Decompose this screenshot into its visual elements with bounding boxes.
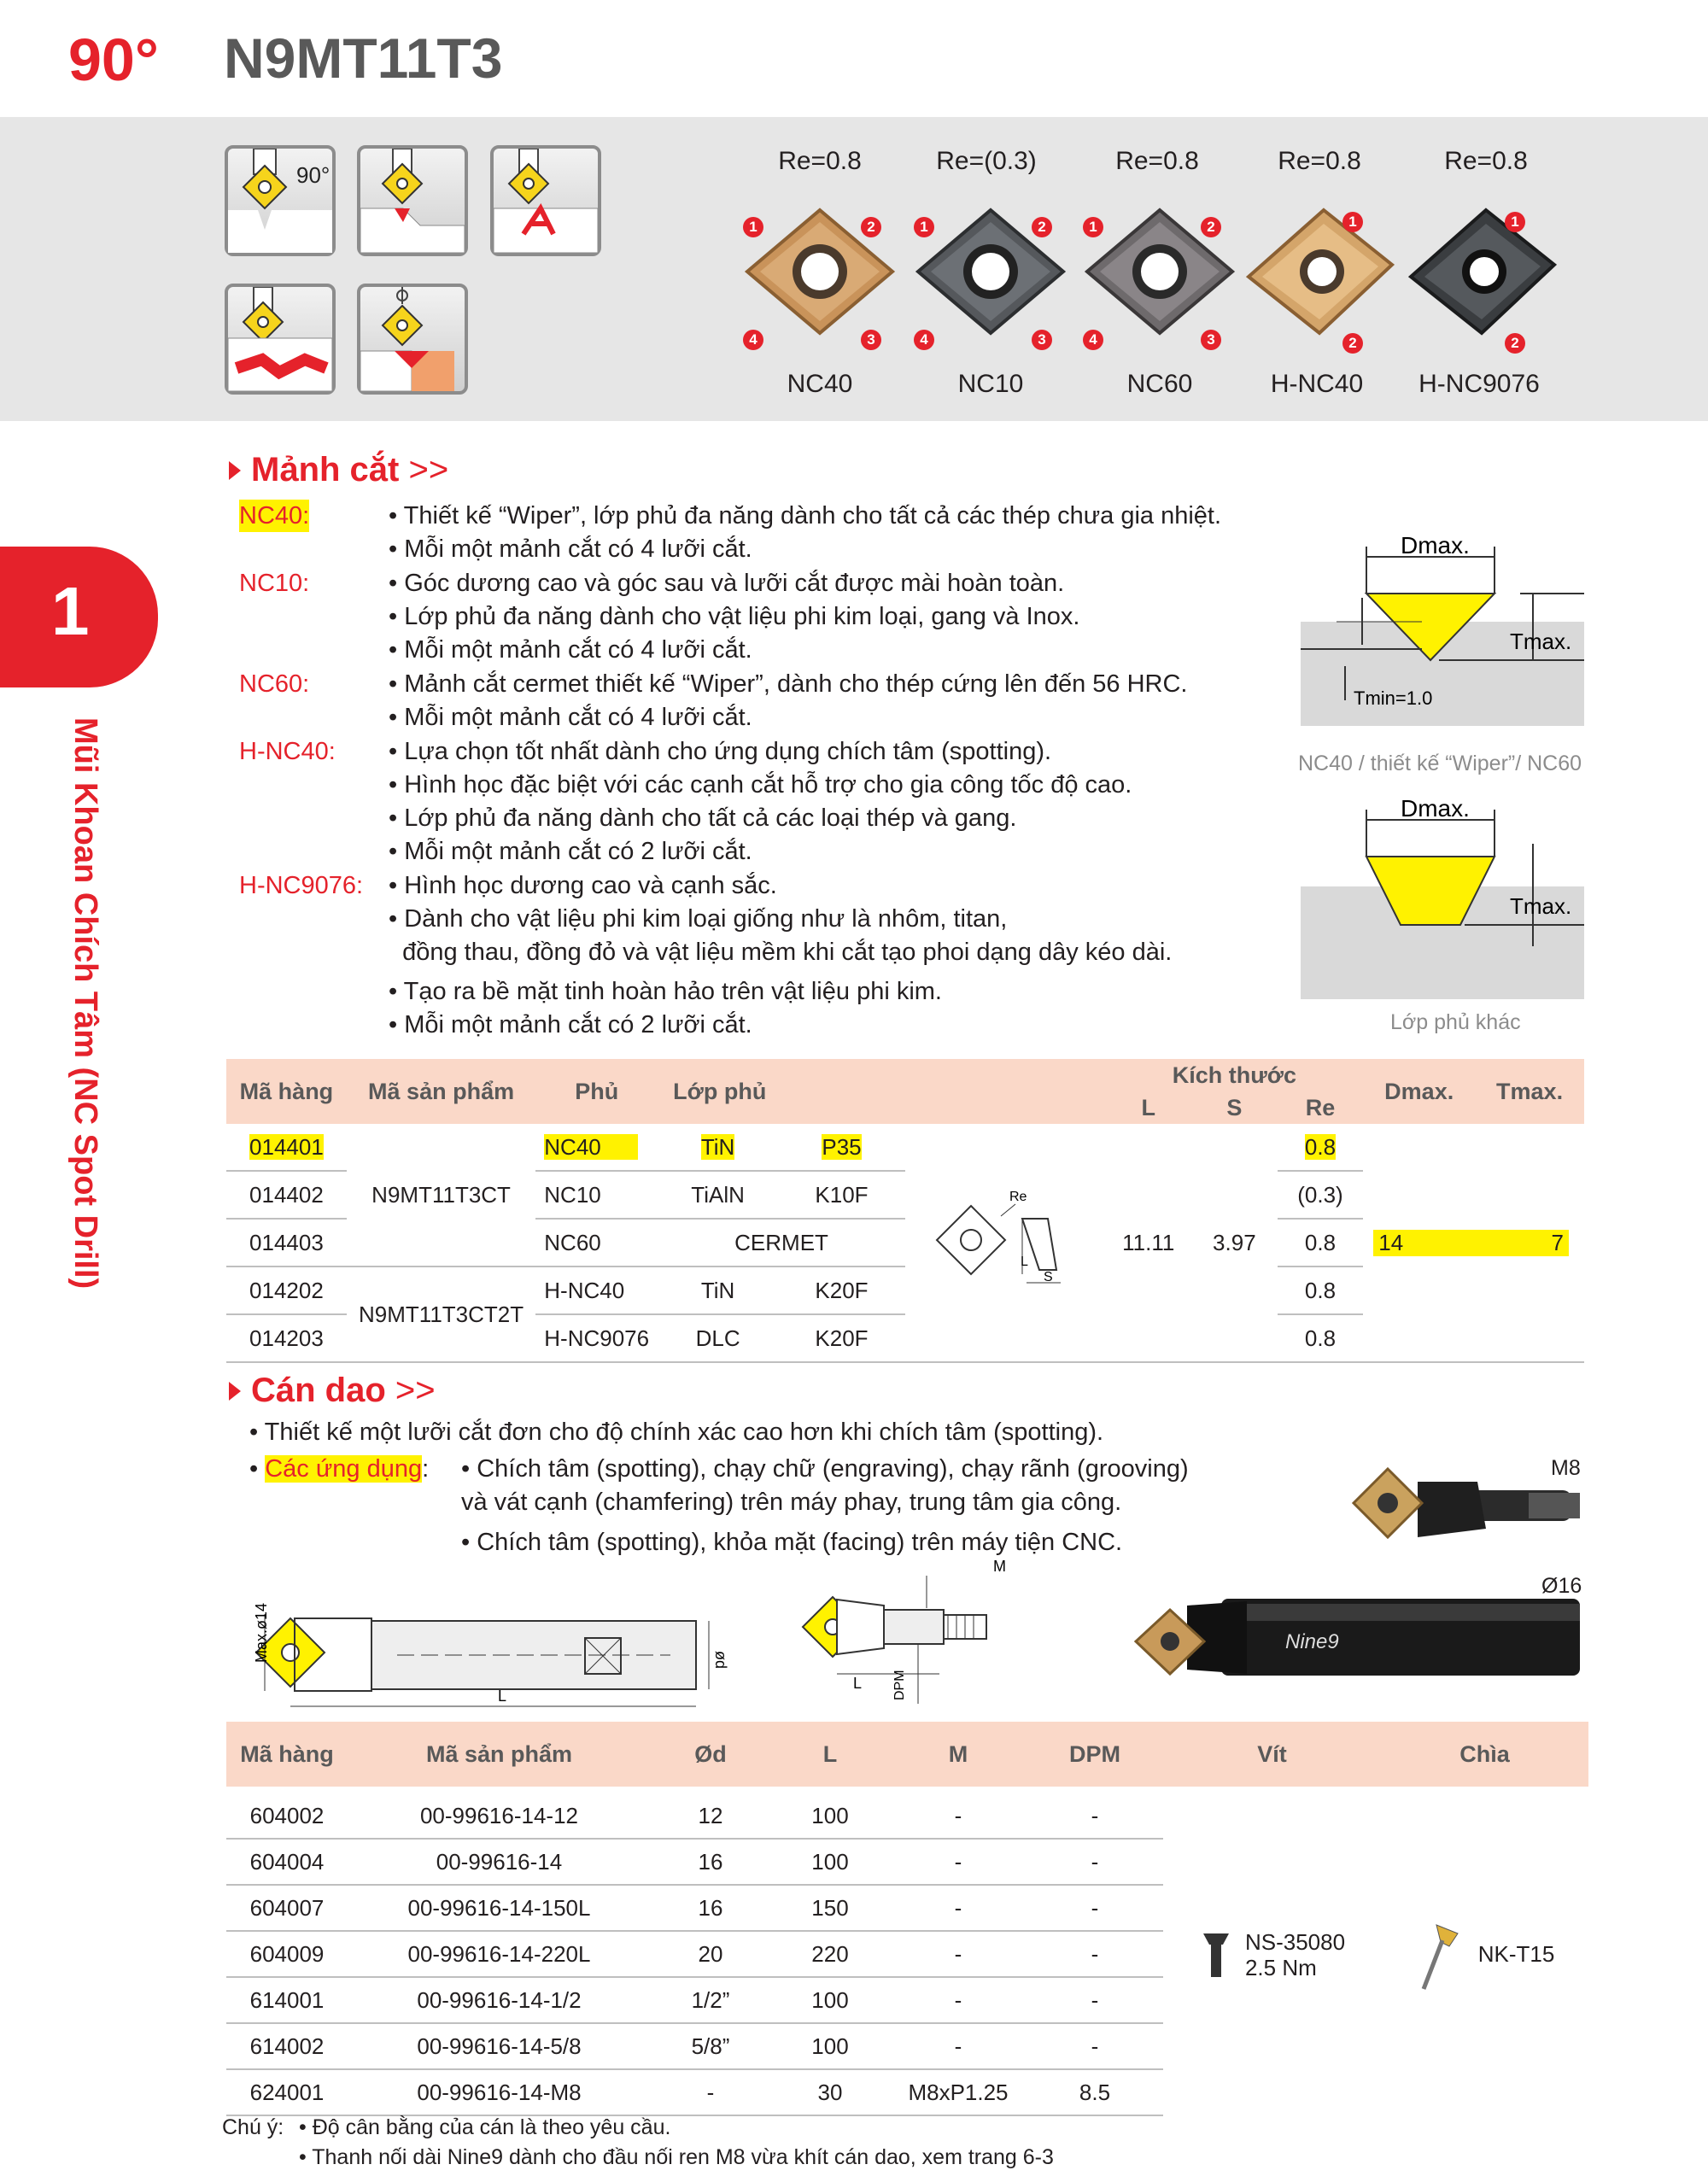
coating: DLC — [658, 1314, 778, 1362]
dmax-tmax-cell — [1363, 1124, 1584, 1362]
m-value: - — [890, 1839, 1027, 1885]
chapter-number: 1 — [51, 573, 90, 649]
od-label: ød — [712, 1651, 729, 1670]
length-value: 100 — [770, 1977, 890, 2023]
screw-code: NS-35080 — [1244, 1928, 1346, 1955]
section-arrow-icon — [229, 1382, 241, 1401]
coating: TiAlN — [658, 1171, 778, 1219]
od-value: - — [651, 2069, 770, 2115]
chapter-title: Mũi Khoan Chích Tâm (NC Spot Drill) — [67, 717, 103, 1290]
screw-torque: 2.5 Nm — [1244, 1954, 1317, 1980]
m-value: - — [890, 1793, 1027, 1839]
cutting-edge-number: 3 — [861, 330, 881, 350]
product-code: N9MT11T3CT2T — [347, 1266, 535, 1362]
length-value: 220 — [770, 1931, 890, 1977]
m8-holder-photo — [1349, 1460, 1588, 1554]
screw-icon — [1199, 1929, 1233, 1980]
grade-desc: • Mỗi một mảnh cắt có 4 lưỡi cắt. — [389, 636, 752, 664]
grade-label: NC10: — [239, 570, 310, 597]
item-code: 624001 — [226, 2069, 348, 2115]
notes-label: Chú ý: — [222, 2115, 284, 2139]
col-lop-phu: Lớp phủ — [658, 1059, 905, 1124]
col-phu: Phủ — [535, 1059, 658, 1124]
thickness-value: 3.97 — [1191, 1124, 1278, 1362]
cutting-edge-number: 4 — [743, 330, 763, 350]
coating-class: P35 — [822, 1133, 862, 1160]
holder-drawing-straight — [243, 1563, 730, 1717]
coating-class: K10F — [778, 1171, 905, 1219]
sketch-re-label: Re — [1009, 1189, 1027, 1204]
grade-desc: • Góc dương cao và góc sau và lưỡi cắt được mài hoàn toàn. — [389, 570, 1065, 597]
item-code: 604009 — [226, 1931, 348, 1977]
insert-name: H-NC40 — [1270, 370, 1364, 398]
od-value: 16 — [651, 1839, 770, 1885]
note-line: • Thanh nối dài Nine9 dành cho đầu nối ren M8 vừa khít cán dao, xem trang 6-3 — [299, 2145, 1054, 2169]
cutting-edge-number: 1 — [1505, 212, 1525, 232]
re-label: Re=0.8 — [1444, 147, 1528, 175]
grade-desc: • Lớp phủ đa năng dành cho tất cả các loại thép và gang. — [389, 804, 1017, 832]
product-code: 00-99616-14-M8 — [348, 2069, 651, 2115]
col-m: M — [890, 1722, 1027, 1787]
grade-desc: • Hình học đặc biệt với các cạnh cắt hỗ trợ cho gia công tốc độ cao. — [389, 771, 1132, 799]
application-desc: • Chích tâm (spotting), chạy chữ (engraving), chạy rãnh (grooving) — [461, 1455, 1189, 1483]
tmax-label: Tmax. — [1510, 893, 1572, 919]
od-value: 1/2” — [651, 1977, 770, 2023]
m-value: - — [890, 1931, 1027, 1977]
holder-table — [226, 1722, 1588, 2116]
item-code: 014402 — [226, 1171, 347, 1219]
m-value: - — [890, 2023, 1027, 2069]
cutting-edge-number: 1 — [1083, 217, 1103, 237]
note-line: • Độ cân bằng của cán là theo yêu cầu. — [299, 2115, 671, 2139]
applications-label: • Các ứng dụng: — [249, 1455, 430, 1483]
col-ma-hang: Mã hàng — [226, 1059, 347, 1124]
re-value: 0.8 — [1278, 1219, 1364, 1266]
cutting-edge-number: 2 — [1201, 217, 1221, 237]
cutting-edge-number: 2 — [1032, 217, 1052, 237]
cutting-edge-number: 2 — [1505, 333, 1525, 354]
col-od: Ød — [651, 1722, 770, 1787]
od-value: 12 — [651, 1793, 770, 1839]
col-dmax: Dmax. — [1363, 1059, 1475, 1124]
engraving-icon — [490, 145, 601, 256]
re-value: (0.3) — [1278, 1171, 1364, 1219]
product-code: N9MT11T3CT — [347, 1124, 535, 1266]
icon-angle-label: 90° — [296, 162, 330, 188]
application-desc: và vát cạnh (chamfering) trên máy phay, trung tâm gia công. — [461, 1489, 1122, 1516]
re-label: Re=0.8 — [778, 147, 862, 175]
col-kich-thuoc: Kích thước — [1105, 1059, 1363, 1091]
product-code: 00-99616-14 — [348, 1839, 651, 1885]
col-vit: Vít — [1163, 1722, 1381, 1787]
col-sketch — [905, 1059, 1105, 1124]
screw-cell — [1163, 1793, 1381, 2115]
d16-holder-photo — [1127, 1588, 1588, 1691]
col-re: Re — [1278, 1091, 1364, 1124]
insert-name: H-NC9076 — [1418, 370, 1540, 398]
grade-desc: • Dành cho vật liệu phi kim loại giống như là nhôm, titan, — [389, 905, 1008, 933]
length-value: 100 — [770, 2023, 890, 2069]
application-desc: • Chích tâm (spotting), khỏa mặt (facing) trên máy tiện CNC. — [461, 1529, 1123, 1556]
sketch-s-label: S — [1044, 1269, 1053, 1284]
insert-table — [226, 1059, 1584, 1363]
product-code: 00-99616-14-1/2 — [348, 1977, 651, 2023]
section-arrow-icon — [229, 461, 241, 480]
cutting-edge-number: 4 — [914, 330, 934, 350]
dpm-value: 8.5 — [1027, 2069, 1163, 2115]
col-dpm: DPM — [1027, 1722, 1163, 1787]
re-label: Re=0.8 — [1278, 147, 1361, 175]
grade-desc: • Mỗi một mảnh cắt có 2 lưỡi cắt. — [389, 1011, 752, 1038]
tmin-label: Tmin=1.0 — [1354, 687, 1433, 709]
length-value: 11.11 — [1105, 1124, 1191, 1362]
length-value: 100 — [770, 1793, 890, 1839]
grade: NC60 — [535, 1219, 658, 1266]
grade-desc: • Tạo ra bề mặt tinh hoàn hảo trên vật liệu phi kim. — [389, 978, 942, 1005]
cutting-edge-number: 2 — [1342, 333, 1363, 354]
dpm-label: DPM — [892, 1670, 907, 1700]
holder-desc: • Thiết kế một lưỡi cắt đơn cho độ chính xác cao hơn khi chích tâm (spotting). — [249, 1419, 1104, 1446]
spotting-icon — [225, 145, 336, 256]
length-value: 150 — [770, 1885, 890, 1931]
cutting-edge-number: 3 — [1201, 330, 1221, 350]
item-code: 604002 — [226, 1793, 348, 1839]
length-value: 30 — [770, 2069, 890, 2115]
col-l: L — [770, 1722, 890, 1787]
col-tmax: Tmax. — [1475, 1059, 1584, 1124]
re-label: Re=0.8 — [1115, 147, 1199, 175]
grooving-icon — [225, 284, 336, 395]
grade-desc: • Mỗi một mảnh cắt có 2 lưỡi cắt. — [389, 838, 752, 865]
coating: TiN — [700, 1133, 735, 1160]
grade-desc: đồng thau, đồng đỏ và vật liệu mềm khi cắt tạo phoi dạng dây kéo dài. — [389, 939, 1173, 966]
tmax-value: 7 — [1551, 1229, 1564, 1255]
re-value: 0.8 — [1304, 1133, 1337, 1160]
insert-grades — [709, 143, 1563, 425]
product-code: 00-99616-14-150L — [348, 1885, 651, 1931]
col-s: S — [1191, 1091, 1278, 1124]
grade: NC10 — [535, 1171, 658, 1219]
diagram-caption: NC40 / thiết kế “Wiper”/ NC60 — [1298, 752, 1582, 775]
dpm-value: - — [1027, 2023, 1163, 2069]
h-nc9076-insert-image — [1401, 203, 1563, 340]
m-value: - — [890, 1977, 1027, 2023]
coating: TiN — [658, 1266, 778, 1314]
m-label: M — [993, 1559, 1006, 1575]
coating-class: K20F — [778, 1266, 905, 1314]
col-l: L — [1105, 1091, 1191, 1124]
grade: H-NC9076 — [535, 1314, 658, 1362]
insert-name: NC40 — [787, 370, 853, 398]
insert-sketch-cell — [905, 1124, 1105, 1362]
col-ma-san-pham: Mã sản phẩm — [347, 1059, 535, 1124]
cutting-edge-number: 1 — [914, 217, 934, 237]
insert-dimension-sketch — [920, 1172, 1091, 1308]
max-d-label: Max.ø14 — [253, 1602, 270, 1663]
coating: CERMET — [658, 1219, 905, 1266]
other-coating-depth-diagram — [1294, 793, 1588, 1002]
grade-label: NC40: — [239, 500, 309, 532]
cutting-edge-number: 1 — [1342, 212, 1363, 232]
dpm-value: - — [1027, 1885, 1163, 1931]
table-row — [226, 1124, 1584, 1171]
torx-key-icon — [1415, 1916, 1466, 1993]
h-nc40-insert-image — [1238, 203, 1401, 340]
grade-desc: • Mỗi một mảnh cắt có 4 lưỡi cắt. — [389, 535, 752, 563]
grade-label: NC60: — [239, 670, 310, 698]
cutting-edge-number: 4 — [1083, 330, 1103, 350]
grade-desc: • Lớp phủ đa năng dành cho vật liệu phi kim loại, gang và Inox. — [389, 603, 1080, 630]
grade: NC40 — [544, 1133, 601, 1160]
grade-desc: • Thiết kế “Wiper”, lớp phủ đa năng dành cho tất cả các thép chưa gia nhiệt. — [389, 502, 1222, 529]
item-code: 604007 — [226, 1885, 348, 1931]
item-code: 014202 — [226, 1266, 347, 1314]
product-code: 00-99616-14-220L — [348, 1931, 651, 1977]
re-value: 0.8 — [1278, 1266, 1364, 1314]
product-title: N9MT11T3 — [224, 26, 503, 90]
holder-section-title: Cán dao >> — [251, 1372, 436, 1409]
chamfer-icon — [357, 145, 468, 256]
product-code: 00-99616-14-5/8 — [348, 2023, 651, 2069]
dmax-value: 14 — [1378, 1229, 1404, 1255]
d16-label: Ø16 — [1541, 1574, 1582, 1598]
item-code: 604004 — [226, 1839, 348, 1885]
item-code: 014401 — [249, 1133, 324, 1160]
length-value: 100 — [770, 1839, 890, 1885]
cutting-edge-number: 2 — [861, 217, 881, 237]
dmax-label: Dmax. — [1401, 532, 1470, 559]
dpm-value: - — [1027, 1977, 1163, 2023]
cutting-edge-number: 3 — [1032, 330, 1052, 350]
grade-desc: • Lựa chọn tốt nhất dành cho ứng dụng chích tâm (spotting). — [389, 738, 1052, 765]
facing-icon — [357, 284, 468, 395]
col-chia: Chìa — [1381, 1722, 1588, 1787]
re-value: 0.8 — [1278, 1314, 1364, 1362]
grade-desc: • Hình học dương cao và cạnh sắc. — [389, 872, 777, 899]
insert-name: NC60 — [1126, 370, 1193, 398]
m-value: M8xP1.25 — [890, 2069, 1027, 2115]
dpm-value: - — [1027, 1931, 1163, 1977]
table-row — [226, 1793, 1588, 1839]
diagram-caption: Lớp phủ khác — [1390, 1010, 1521, 1034]
col-ma-hang: Mã hàng — [226, 1722, 348, 1787]
m8-label: M8 — [1551, 1456, 1581, 1480]
sketch-l-label: L — [1021, 1254, 1029, 1269]
m-value: - — [890, 1885, 1027, 1931]
key-cell — [1381, 1793, 1588, 2115]
length-label: L — [498, 1688, 507, 1705]
insert-name: NC10 — [957, 370, 1024, 398]
key-code: NK-T15 — [1477, 1941, 1555, 1967]
length-label: L — [853, 1675, 863, 1692]
od-value: 16 — [651, 1885, 770, 1931]
grade-label: H-NC9076: — [239, 872, 364, 899]
dpm-value: - — [1027, 1839, 1163, 1885]
grade-desc: • Mảnh cắt cermet thiết kế “Wiper”, dành cho thép cứng lên đến 56 HRC. — [389, 670, 1188, 698]
angle-title: 90° — [68, 26, 159, 93]
dmax-label: Dmax. — [1401, 795, 1470, 822]
col-ma-san-pham: Mã sản phẩm — [348, 1722, 651, 1787]
item-code: 014403 — [226, 1219, 347, 1266]
grade-label: H-NC40: — [239, 738, 336, 765]
re-label: Re=(0.3) — [936, 147, 1037, 175]
od-value: 5/8” — [651, 2023, 770, 2069]
dpm-value: - — [1027, 1793, 1163, 1839]
wiper-depth-diagram — [1294, 529, 1588, 739]
tmax-label: Tmax. — [1510, 629, 1572, 654]
holder-drawing-threaded — [798, 1559, 1021, 1708]
od-value: 20 — [651, 1931, 770, 1977]
item-code: 614002 — [226, 2023, 348, 2069]
inserts-section-title: Mảnh cắt >> — [251, 451, 449, 488]
brand-label: Nine9 — [1285, 1630, 1339, 1653]
cutting-edge-number: 1 — [743, 217, 763, 237]
item-code: 014203 — [226, 1314, 347, 1362]
product-code: 00-99616-14-12 — [348, 1793, 651, 1839]
grade: H-NC40 — [535, 1266, 658, 1314]
grade-desc: • Mỗi một mảnh cắt có 4 lưỡi cắt. — [389, 704, 752, 731]
coating-class: K20F — [778, 1314, 905, 1362]
item-code: 614001 — [226, 1977, 348, 2023]
